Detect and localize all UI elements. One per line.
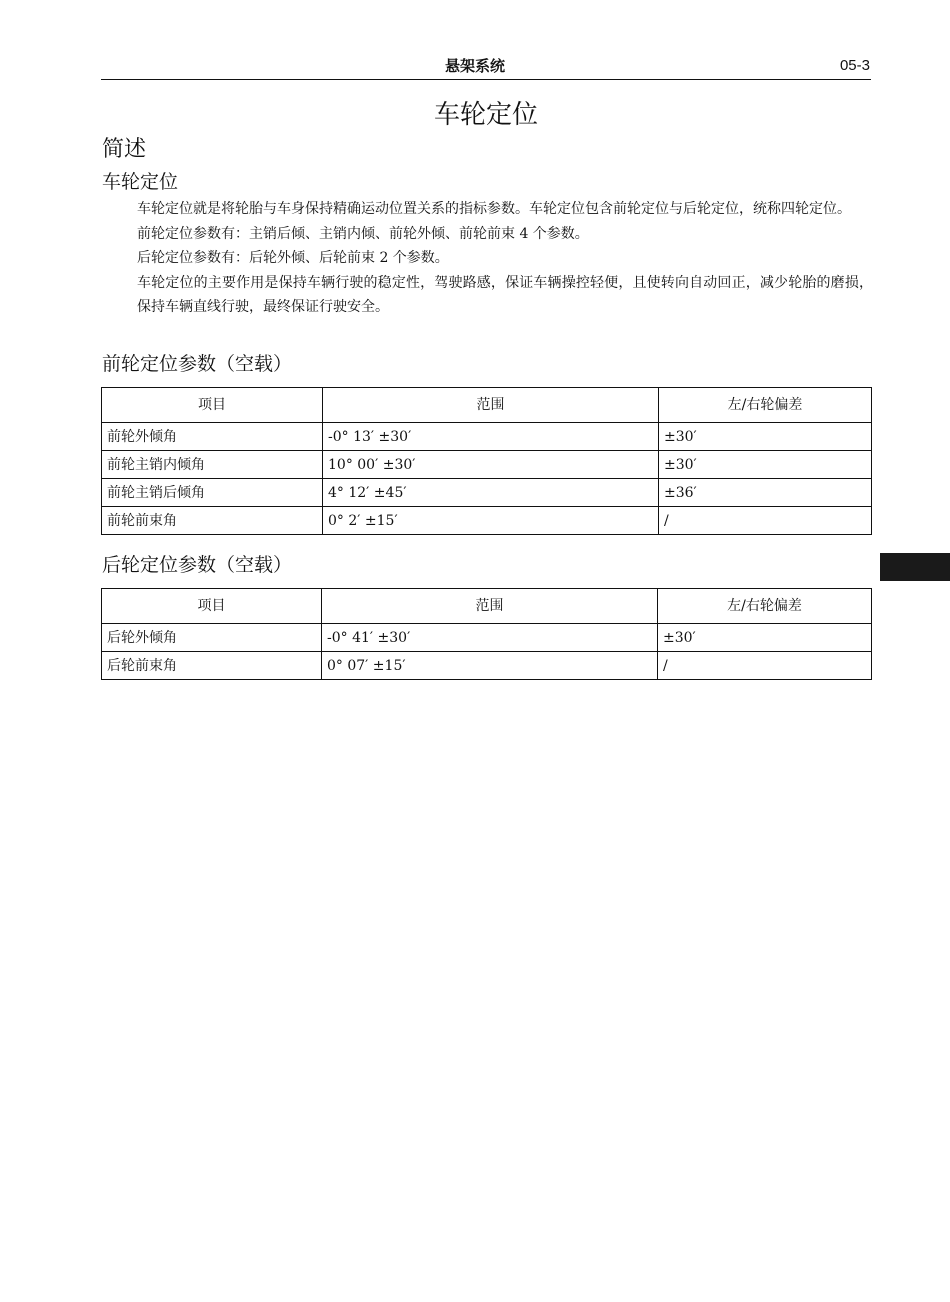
paragraph: 前轮定位参数有：主销后倾、主销内倾、前轮外倾、前轮前束 4 个参数。	[137, 225, 589, 242]
table-row	[102, 451, 872, 479]
heading-wheel-alignment: 车轮定位	[102, 171, 179, 193]
column-header-range: 范围	[323, 388, 659, 423]
cell-range: 0° 07′ ±15′	[322, 652, 658, 680]
front-table-title: 前轮定位参数（空载）	[102, 353, 293, 375]
cell-deviation: /	[658, 652, 872, 680]
rear-table-title: 后轮定位参数（空载）	[102, 554, 293, 576]
front-alignment-table	[101, 387, 872, 535]
cell-deviation: ±30′	[658, 624, 872, 652]
paragraph: 后轮定位参数有：后轮外倾、后轮前束 2 个参数。	[137, 250, 449, 266]
table-header-row	[102, 589, 872, 624]
column-header-deviation: 左/右轮偏差	[659, 388, 872, 423]
cell-deviation: ±30′	[659, 423, 872, 451]
chapter-tab-marker	[880, 553, 950, 581]
body-text	[137, 197, 873, 320]
header-section-title: 悬架系统	[444, 57, 505, 75]
column-header-deviation: 左/右轮偏差	[658, 589, 872, 624]
page-number: 05-3	[839, 57, 870, 74]
cell-item: 前轮主销内倾角	[102, 451, 323, 479]
rear-alignment-table	[101, 588, 872, 680]
cell-item: 前轮前束角	[102, 507, 323, 535]
table-row	[102, 624, 872, 652]
table-row	[102, 479, 872, 507]
column-header-range: 范围	[322, 589, 658, 624]
cell-range: -0° 41′ ±30′	[322, 624, 658, 652]
page-title: 车轮定位	[433, 100, 538, 130]
cell-range: 10° 00′ ±30′	[323, 451, 659, 479]
cell-item: 前轮外倾角	[102, 423, 323, 451]
table-row	[102, 652, 872, 680]
paragraph: 车轮定位的主要作用是保持车辆行驶的稳定性，驾驶路感，保证车辆操控轻便，且使转向自动回正，减少轮胎的磨损，保持车辆直线行驶，最终保证行驶安全。	[137, 274, 873, 315]
heading-overview: 简述	[102, 137, 147, 162]
table-header-row	[102, 388, 872, 423]
cell-range: 4° 12′ ±45′	[323, 479, 659, 507]
cell-deviation: ±30′	[659, 451, 872, 479]
cell-range: 0° 2′ ±15′	[323, 507, 659, 535]
cell-deviation: ±36′	[659, 479, 872, 507]
cell-item: 前轮主销后倾角	[102, 479, 323, 507]
header-divider	[101, 79, 871, 80]
column-header-item: 项目	[102, 589, 322, 624]
table-row	[102, 507, 872, 535]
table-row	[102, 423, 872, 451]
cell-deviation: /	[659, 507, 872, 535]
cell-range: -0° 13′ ±30′	[323, 423, 659, 451]
column-header-item: 项目	[102, 388, 323, 423]
cell-item: 后轮前束角	[102, 652, 322, 680]
cell-item: 后轮外倾角	[102, 624, 322, 652]
paragraph: 车轮定位就是将轮胎与车身保持精确运动位置关系的指标参数。车轮定位包含前轮定位与后轮定位，统称四轮定位。	[137, 201, 851, 217]
